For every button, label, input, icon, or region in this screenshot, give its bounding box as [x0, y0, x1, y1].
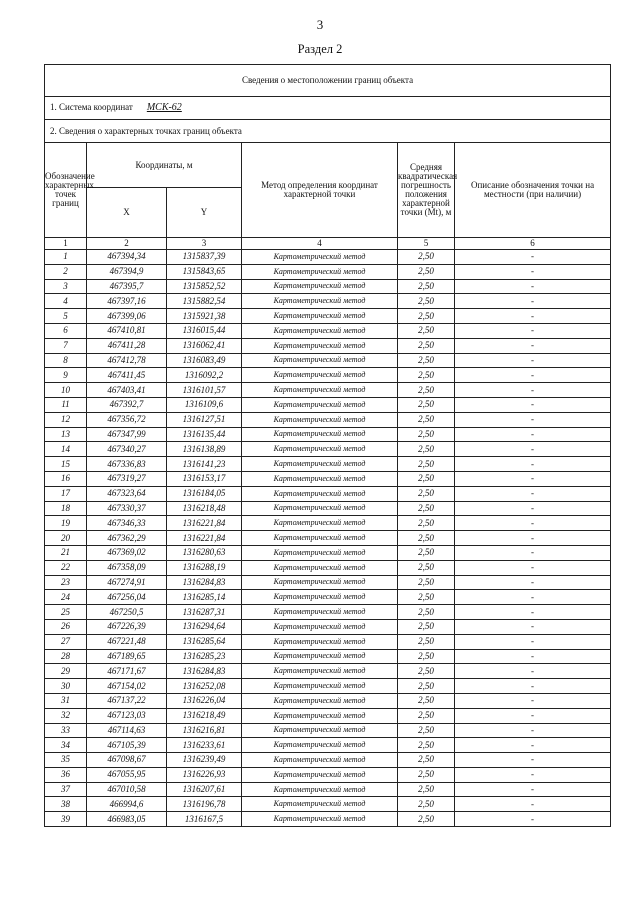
method-cell: Картометрический метод: [242, 516, 398, 531]
point-number-cell: 33: [45, 723, 87, 738]
table-row: [45, 294, 611, 309]
description-cell: -: [455, 575, 611, 590]
point-number-cell: 1: [45, 250, 87, 265]
coord-system-label: 1. Система координат: [50, 102, 133, 112]
point-number-cell: 9: [45, 368, 87, 383]
x-coordinate-cell: 467010,58: [87, 782, 167, 797]
x-coordinate-cell: 467123,03: [87, 708, 167, 723]
description-cell: -: [455, 782, 611, 797]
point-number-cell: 24: [45, 590, 87, 605]
y-coordinate-cell: 1316153,17: [167, 471, 242, 486]
x-coordinate-cell: 467336,83: [87, 457, 167, 472]
mean-error-cell: 2,50: [398, 664, 455, 679]
y-coordinate-cell: 1316127,51: [167, 412, 242, 427]
table-row: [45, 575, 611, 590]
point-number-cell: 7: [45, 338, 87, 353]
description-cell: -: [455, 560, 611, 575]
y-coordinate-cell: 1316252,08: [167, 679, 242, 694]
method-cell: Картометрический метод: [242, 753, 398, 768]
y-coordinate-cell: 1316284,83: [167, 664, 242, 679]
y-coordinate-cell: 1316167,5: [167, 812, 242, 827]
table-row: [45, 664, 611, 679]
description-cell: -: [455, 693, 611, 708]
y-coordinate-cell: 1316218,49: [167, 708, 242, 723]
method-cell: Картометрический метод: [242, 634, 398, 649]
y-coordinate-cell: 1316216,81: [167, 723, 242, 738]
mean-error-cell: 2,50: [398, 649, 455, 664]
table-row: [45, 279, 611, 294]
header-description: Описание обозначения точки на местности (при наличии): [455, 143, 611, 238]
point-number-cell: 16: [45, 471, 87, 486]
table-row: [45, 486, 611, 501]
y-coordinate-cell: 1316288,19: [167, 560, 242, 575]
method-cell: Картометрический метод: [242, 250, 398, 265]
y-coordinate-cell: 1316221,84: [167, 516, 242, 531]
x-coordinate-cell: 467358,09: [87, 560, 167, 575]
table-row: [45, 634, 611, 649]
description-cell: -: [455, 664, 611, 679]
table-row: [45, 649, 611, 664]
table-row: [45, 412, 611, 427]
table-row: [45, 338, 611, 353]
x-coordinate-cell: 467346,33: [87, 516, 167, 531]
y-coordinate-cell: 1315921,38: [167, 309, 242, 324]
point-number-cell: 17: [45, 486, 87, 501]
table-body: [45, 65, 611, 827]
page-number: 3: [316, 17, 324, 32]
table-row: [45, 560, 611, 575]
table-row: [45, 368, 611, 383]
description-cell: -: [455, 590, 611, 605]
point-number-cell: 13: [45, 427, 87, 442]
x-coordinate-cell: 467394,34: [87, 250, 167, 265]
description-cell: -: [455, 427, 611, 442]
description-cell: -: [455, 442, 611, 457]
method-cell: Картометрический метод: [242, 767, 398, 782]
x-coordinate-cell: 467403,41: [87, 383, 167, 398]
table-row: [45, 250, 611, 265]
x-coordinate-cell: 467411,45: [87, 368, 167, 383]
column-number: 2: [87, 238, 167, 250]
description-cell: -: [455, 323, 611, 338]
x-coordinate-cell: 467399,06: [87, 309, 167, 324]
method-cell: Картометрический метод: [242, 368, 398, 383]
method-cell: Картометрический метод: [242, 812, 398, 827]
description-cell: -: [455, 309, 611, 324]
method-cell: Картометрический метод: [242, 679, 398, 694]
point-number-cell: 39: [45, 812, 87, 827]
method-cell: Картометрический метод: [242, 353, 398, 368]
point-number-cell: 29: [45, 664, 87, 679]
description-cell: -: [455, 531, 611, 546]
mean-error-cell: 2,50: [398, 708, 455, 723]
description-cell: -: [455, 250, 611, 265]
point-number-cell: 38: [45, 797, 87, 812]
section-title: Раздел 2: [297, 42, 343, 56]
mean-error-cell: 2,50: [398, 250, 455, 265]
y-coordinate-cell: 1316109,6: [167, 397, 242, 412]
point-number-cell: 8: [45, 353, 87, 368]
x-coordinate-cell: 467154,02: [87, 679, 167, 694]
method-cell: Картометрический метод: [242, 264, 398, 279]
table-row: [45, 353, 611, 368]
mean-error-cell: 2,50: [398, 442, 455, 457]
x-coordinate-cell: 467105,39: [87, 738, 167, 753]
table-row: [45, 545, 611, 560]
y-coordinate-cell: 1316239,49: [167, 753, 242, 768]
point-number-cell: 28: [45, 649, 87, 664]
method-cell: Картометрический метод: [242, 560, 398, 575]
y-coordinate-cell: 1315843,65: [167, 264, 242, 279]
point-number-cell: 26: [45, 619, 87, 634]
point-number-cell: 3: [45, 279, 87, 294]
coord-system-row: [45, 97, 611, 120]
mean-error-cell: 2,50: [398, 457, 455, 472]
point-number-cell: 15: [45, 457, 87, 472]
point-number-cell: 25: [45, 605, 87, 620]
y-coordinate-cell: 1316226,93: [167, 767, 242, 782]
description-cell: -: [455, 338, 611, 353]
point-number-cell: 18: [45, 501, 87, 516]
x-coordinate-cell: 467392,7: [87, 397, 167, 412]
table-row: [45, 738, 611, 753]
mean-error-cell: 2,50: [398, 368, 455, 383]
point-number-cell: 30: [45, 679, 87, 694]
description-cell: -: [455, 649, 611, 664]
method-cell: Картометрический метод: [242, 649, 398, 664]
x-coordinate-cell: 466983,05: [87, 812, 167, 827]
x-coordinate-cell: 467330,37: [87, 501, 167, 516]
point-number-cell: 20: [45, 531, 87, 546]
x-coordinate-cell: 467114,63: [87, 723, 167, 738]
method-cell: Картометрический метод: [242, 531, 398, 546]
table-row: [45, 753, 611, 768]
x-coordinate-cell: 467250,5: [87, 605, 167, 620]
x-coordinate-cell: 466994,6: [87, 797, 167, 812]
y-coordinate-cell: 1316284,83: [167, 575, 242, 590]
column-number-row: [45, 238, 611, 250]
y-coordinate-cell: 1316287,31: [167, 605, 242, 620]
point-number-cell: 27: [45, 634, 87, 649]
mean-error-cell: 2,50: [398, 767, 455, 782]
method-cell: Картометрический метод: [242, 471, 398, 486]
x-coordinate-cell: 467256,04: [87, 590, 167, 605]
y-coordinate-cell: 1316285,23: [167, 649, 242, 664]
x-coordinate-cell: 467226,39: [87, 619, 167, 634]
column-number: 1: [45, 238, 87, 250]
description-cell: -: [455, 545, 611, 560]
description-cell: -: [455, 397, 611, 412]
mean-error-cell: 2,50: [398, 427, 455, 442]
point-number-cell: 6: [45, 323, 87, 338]
mean-error-cell: 2,50: [398, 634, 455, 649]
y-coordinate-cell: 1316092,2: [167, 368, 242, 383]
method-cell: Картометрический метод: [242, 412, 398, 427]
mean-error-cell: 2,50: [398, 619, 455, 634]
header-coordinates: Координаты, м: [87, 143, 242, 188]
table-row: [45, 309, 611, 324]
method-cell: Картометрический метод: [242, 545, 398, 560]
description-cell: -: [455, 812, 611, 827]
mean-error-cell: 2,50: [398, 353, 455, 368]
x-coordinate-cell: 467356,72: [87, 412, 167, 427]
table-row: [45, 619, 611, 634]
mean-error-cell: 2,50: [398, 605, 455, 620]
y-coordinate-cell: 1316221,84: [167, 531, 242, 546]
table-row: [45, 797, 611, 812]
boundary-table: [44, 64, 611, 827]
table-row: [45, 708, 611, 723]
description-cell: -: [455, 619, 611, 634]
method-cell: Картометрический метод: [242, 501, 398, 516]
y-coordinate-cell: 1316138,89: [167, 442, 242, 457]
point-number-cell: 10: [45, 383, 87, 398]
mean-error-cell: 2,50: [398, 397, 455, 412]
table-row: [45, 605, 611, 620]
y-coordinate-cell: 1316285,14: [167, 590, 242, 605]
header-mean-error: Средняя квадратическая погрешность положения характерной точки (Mt), м: [398, 143, 455, 238]
description-cell: -: [455, 723, 611, 738]
mean-error-cell: 2,50: [398, 531, 455, 546]
point-number-cell: 14: [45, 442, 87, 457]
description-cell: -: [455, 383, 611, 398]
mean-error-cell: 2,50: [398, 782, 455, 797]
point-number-cell: 37: [45, 782, 87, 797]
column-number: 6: [455, 238, 611, 250]
table-row: [45, 383, 611, 398]
mean-error-cell: 2,50: [398, 560, 455, 575]
mean-error-cell: 2,50: [398, 338, 455, 353]
x-coordinate-cell: 467055,95: [87, 767, 167, 782]
mean-error-cell: 2,50: [398, 294, 455, 309]
y-coordinate-cell: 1316285,64: [167, 634, 242, 649]
mean-error-cell: 2,50: [398, 264, 455, 279]
coord-system-value: МСК-62: [146, 102, 182, 113]
y-coordinate-cell: 1316062,41: [167, 338, 242, 353]
x-coordinate-cell: 467098,67: [87, 753, 167, 768]
point-number-cell: 34: [45, 738, 87, 753]
method-cell: Картометрический метод: [242, 427, 398, 442]
mean-error-cell: 2,50: [398, 738, 455, 753]
x-coordinate-cell: 467362,29: [87, 531, 167, 546]
x-coordinate-cell: 467411,28: [87, 338, 167, 353]
point-number-cell: 23: [45, 575, 87, 590]
point-number-cell: 2: [45, 264, 87, 279]
point-number-cell: 22: [45, 560, 87, 575]
header-designation: Обозначение характерных точек границ: [45, 143, 87, 238]
method-cell: Картометрический метод: [242, 323, 398, 338]
method-cell: Картометрический метод: [242, 457, 398, 472]
mean-error-cell: 2,50: [398, 797, 455, 812]
table-row: [45, 531, 611, 546]
description-cell: -: [455, 279, 611, 294]
mean-error-cell: 2,50: [398, 501, 455, 516]
description-cell: -: [455, 412, 611, 427]
mean-error-cell: 2,50: [398, 279, 455, 294]
x-coordinate-cell: 467274,91: [87, 575, 167, 590]
y-coordinate-cell: 1316233,61: [167, 738, 242, 753]
x-coordinate-cell: 467319,27: [87, 471, 167, 486]
mean-error-cell: 2,50: [398, 545, 455, 560]
method-cell: Картометрический метод: [242, 442, 398, 457]
y-coordinate-cell: 1316226,04: [167, 693, 242, 708]
x-coordinate-cell: 467394,9: [87, 264, 167, 279]
mean-error-cell: 2,50: [398, 753, 455, 768]
description-cell: -: [455, 605, 611, 620]
table-row: [45, 516, 611, 531]
table-row: [45, 501, 611, 516]
method-cell: Картометрический метод: [242, 338, 398, 353]
column-number: 5: [398, 238, 455, 250]
mean-error-cell: 2,50: [398, 309, 455, 324]
table-row: [45, 397, 611, 412]
mean-error-cell: 2,50: [398, 693, 455, 708]
y-coordinate-cell: 1316184,05: [167, 486, 242, 501]
x-coordinate-cell: 467410,81: [87, 323, 167, 338]
points-info-label: 2. Сведения о характерных точках границ объекта: [45, 120, 611, 143]
method-cell: Картометрический метод: [242, 797, 398, 812]
mean-error-cell: 2,50: [398, 383, 455, 398]
table-row: [45, 812, 611, 827]
method-cell: Картометрический метод: [242, 279, 398, 294]
mean-error-cell: 2,50: [398, 471, 455, 486]
y-coordinate-cell: 1316083,49: [167, 353, 242, 368]
y-coordinate-cell: 1316135,44: [167, 427, 242, 442]
mean-error-cell: 2,50: [398, 575, 455, 590]
point-number-cell: 32: [45, 708, 87, 723]
table-row: [45, 782, 611, 797]
description-cell: -: [455, 738, 611, 753]
point-number-cell: 36: [45, 767, 87, 782]
method-cell: Картометрический метод: [242, 738, 398, 753]
description-cell: -: [455, 353, 611, 368]
header-y: Y: [167, 188, 242, 238]
x-coordinate-cell: 467397,16: [87, 294, 167, 309]
method-cell: Картометрический метод: [242, 397, 398, 412]
x-coordinate-cell: 467369,02: [87, 545, 167, 560]
y-coordinate-cell: 1316294,64: [167, 619, 242, 634]
point-number-cell: 21: [45, 545, 87, 560]
table-row: [45, 427, 611, 442]
x-coordinate-cell: 467347,99: [87, 427, 167, 442]
table-row: [45, 323, 611, 338]
x-coordinate-cell: 467171,67: [87, 664, 167, 679]
y-coordinate-cell: 1315852,52: [167, 279, 242, 294]
y-coordinate-cell: 1316101,57: [167, 383, 242, 398]
description-cell: -: [455, 457, 611, 472]
table-title: Сведения о местоположении границ объекта: [45, 65, 611, 97]
table-row: [45, 679, 611, 694]
description-cell: -: [455, 471, 611, 486]
y-coordinate-cell: 1315882,54: [167, 294, 242, 309]
mean-error-cell: 2,50: [398, 412, 455, 427]
table-row: [45, 693, 611, 708]
table-row: [45, 767, 611, 782]
point-number-cell: 4: [45, 294, 87, 309]
method-cell: Картометрический метод: [242, 309, 398, 324]
mean-error-cell: 2,50: [398, 723, 455, 738]
x-coordinate-cell: 467323,64: [87, 486, 167, 501]
description-cell: -: [455, 797, 611, 812]
method-cell: Картометрический метод: [242, 723, 398, 738]
y-coordinate-cell: 1316141,23: [167, 457, 242, 472]
description-cell: -: [455, 634, 611, 649]
mean-error-cell: 2,50: [398, 323, 455, 338]
description-cell: -: [455, 516, 611, 531]
description-cell: -: [455, 708, 611, 723]
method-cell: Картометрический метод: [242, 782, 398, 797]
description-cell: -: [455, 679, 611, 694]
method-cell: Картометрический метод: [242, 708, 398, 723]
table-row: [45, 457, 611, 472]
y-coordinate-cell: 1315837,39: [167, 250, 242, 265]
description-cell: -: [455, 264, 611, 279]
method-cell: Картометрический метод: [242, 619, 398, 634]
mean-error-cell: 2,50: [398, 590, 455, 605]
x-coordinate-cell: 467189,65: [87, 649, 167, 664]
point-number-cell: 5: [45, 309, 87, 324]
method-cell: Картометрический метод: [242, 693, 398, 708]
table-row: [45, 264, 611, 279]
y-coordinate-cell: 1316218,48: [167, 501, 242, 516]
y-coordinate-cell: 1316196,78: [167, 797, 242, 812]
x-coordinate-cell: 467221,48: [87, 634, 167, 649]
method-cell: Картометрический метод: [242, 294, 398, 309]
x-coordinate-cell: 467137,22: [87, 693, 167, 708]
table-row: [45, 723, 611, 738]
table-row: [45, 442, 611, 457]
description-cell: -: [455, 767, 611, 782]
description-cell: -: [455, 753, 611, 768]
method-cell: Картометрический метод: [242, 486, 398, 501]
header-x: X: [87, 188, 167, 238]
x-coordinate-cell: 467395,7: [87, 279, 167, 294]
column-number: 3: [167, 238, 242, 250]
table-row: [45, 590, 611, 605]
description-cell: -: [455, 486, 611, 501]
x-coordinate-cell: 467412,78: [87, 353, 167, 368]
method-cell: Картометрический метод: [242, 575, 398, 590]
y-coordinate-cell: 1316015,44: [167, 323, 242, 338]
point-number-cell: 19: [45, 516, 87, 531]
table-row: [45, 471, 611, 486]
mean-error-cell: 2,50: [398, 516, 455, 531]
point-number-cell: 11: [45, 397, 87, 412]
header-method: Метод определения координат характерной точки: [242, 143, 398, 238]
method-cell: Картометрический метод: [242, 605, 398, 620]
description-cell: -: [455, 294, 611, 309]
point-number-cell: 35: [45, 753, 87, 768]
method-cell: Картометрический метод: [242, 664, 398, 679]
description-cell: -: [455, 501, 611, 516]
y-coordinate-cell: 1316207,61: [167, 782, 242, 797]
mean-error-cell: 2,50: [398, 679, 455, 694]
x-coordinate-cell: 467340,27: [87, 442, 167, 457]
method-cell: Картометрический метод: [242, 590, 398, 605]
description-cell: -: [455, 368, 611, 383]
column-number: 4: [242, 238, 398, 250]
mean-error-cell: 2,50: [398, 812, 455, 827]
y-coordinate-cell: 1316280,63: [167, 545, 242, 560]
point-number-cell: 12: [45, 412, 87, 427]
mean-error-cell: 2,50: [398, 486, 455, 501]
method-cell: Картометрический метод: [242, 383, 398, 398]
point-number-cell: 31: [45, 693, 87, 708]
